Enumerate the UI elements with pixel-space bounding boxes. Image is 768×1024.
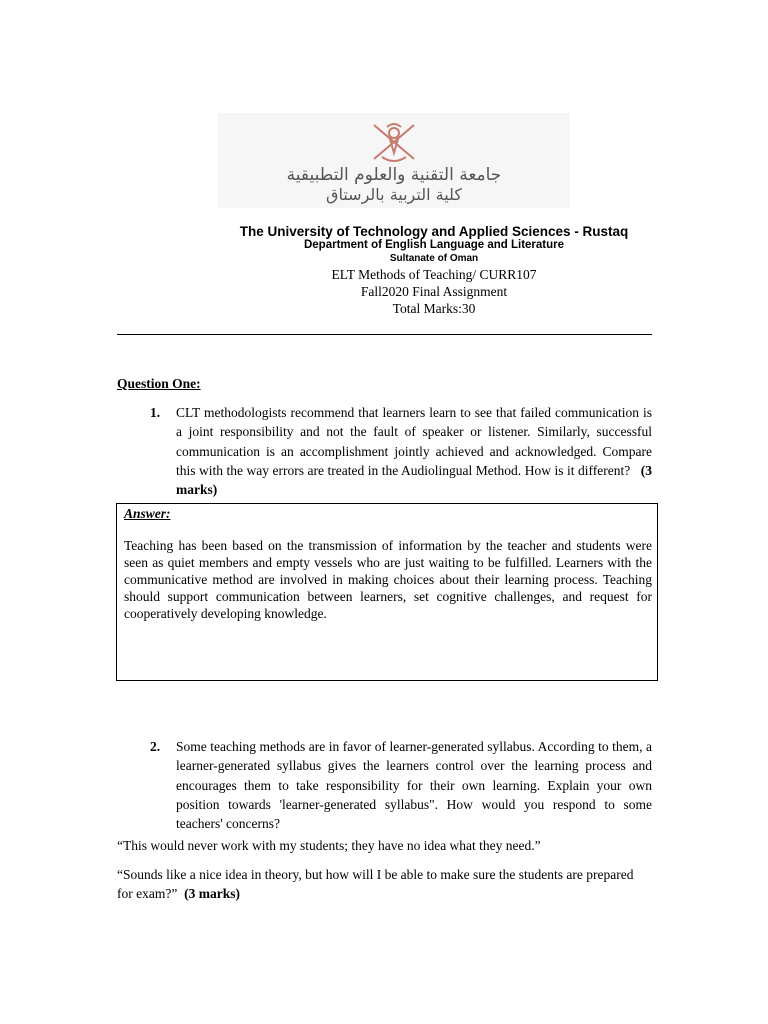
teacher-quote-2 (117, 865, 652, 903)
question-2-number: 2. (150, 739, 161, 754)
header-divider (117, 334, 652, 335)
teacher-quote-1: “This would never work with my students; they have no idea what they need.” (117, 838, 541, 853)
university-logo-banner (218, 113, 570, 208)
question-2-text: Some teaching methods are in favor of learner-generated syllabus. According to them, a learner-generated syllabus gives the learners control over the learning process and encourages them to take responsibility for their own learning. Explain your own position towards 'learner-generated syllabus". How would you respond to some teachers' concerns? (176, 739, 652, 832)
question-2-marks: (3 marks) (184, 886, 240, 901)
teacher-quote-2-text: “Sounds like a nice idea in theory, but how will I be able to make sure the students are prepared for exam?” (117, 867, 634, 901)
oman-emblem-icon (360, 119, 428, 165)
arabic-university-name: جامعة التقنية والعلوم التطبيقية (286, 165, 502, 185)
total-marks: Total Marks:30 (392, 301, 476, 316)
question-one-title: Question One: (117, 376, 201, 391)
question-2 (150, 737, 652, 833)
question-1-text: CLT methodologists recommend that learners learn to see that failed communication is a joint responsibility and not the fault of speaker or listener. Similarly, successful communication is an accomplishment jointly achieved and acknowledged. Compare this with the way errors are treated in the Audiolingual Method. How is it different? (176, 405, 652, 478)
question-1-marks: (3 marks) (176, 462, 653, 498)
question-1 (150, 403, 652, 499)
country-name: Sultanate of Oman (389, 253, 479, 264)
answer-label: Answer: (124, 506, 171, 521)
course-title: ELT Methods of Teaching/ CURR107 (331, 267, 537, 282)
university-name: The University of Technology and Applied Sciences - Rustaq (239, 224, 629, 239)
answer-text: Teaching has been based on the transmission of information by the teacher and students were seen as quiet members and empty vessels who are just waiting to be fulfilled. Learners with the communicative method are involved in making choices about their learning process. Teaching should support communication between learners, set cognitive challenges, and request for cooperatively developing knowledge. (124, 538, 652, 621)
question-1-number: 1. (150, 405, 161, 420)
answer-box (116, 503, 658, 681)
department-name: Department of English Language and Literature (303, 239, 565, 251)
arabic-college-name: كلية التربية بالرستاق (326, 185, 462, 204)
assignment-term: Fall2020 Final Assignment (360, 284, 508, 299)
